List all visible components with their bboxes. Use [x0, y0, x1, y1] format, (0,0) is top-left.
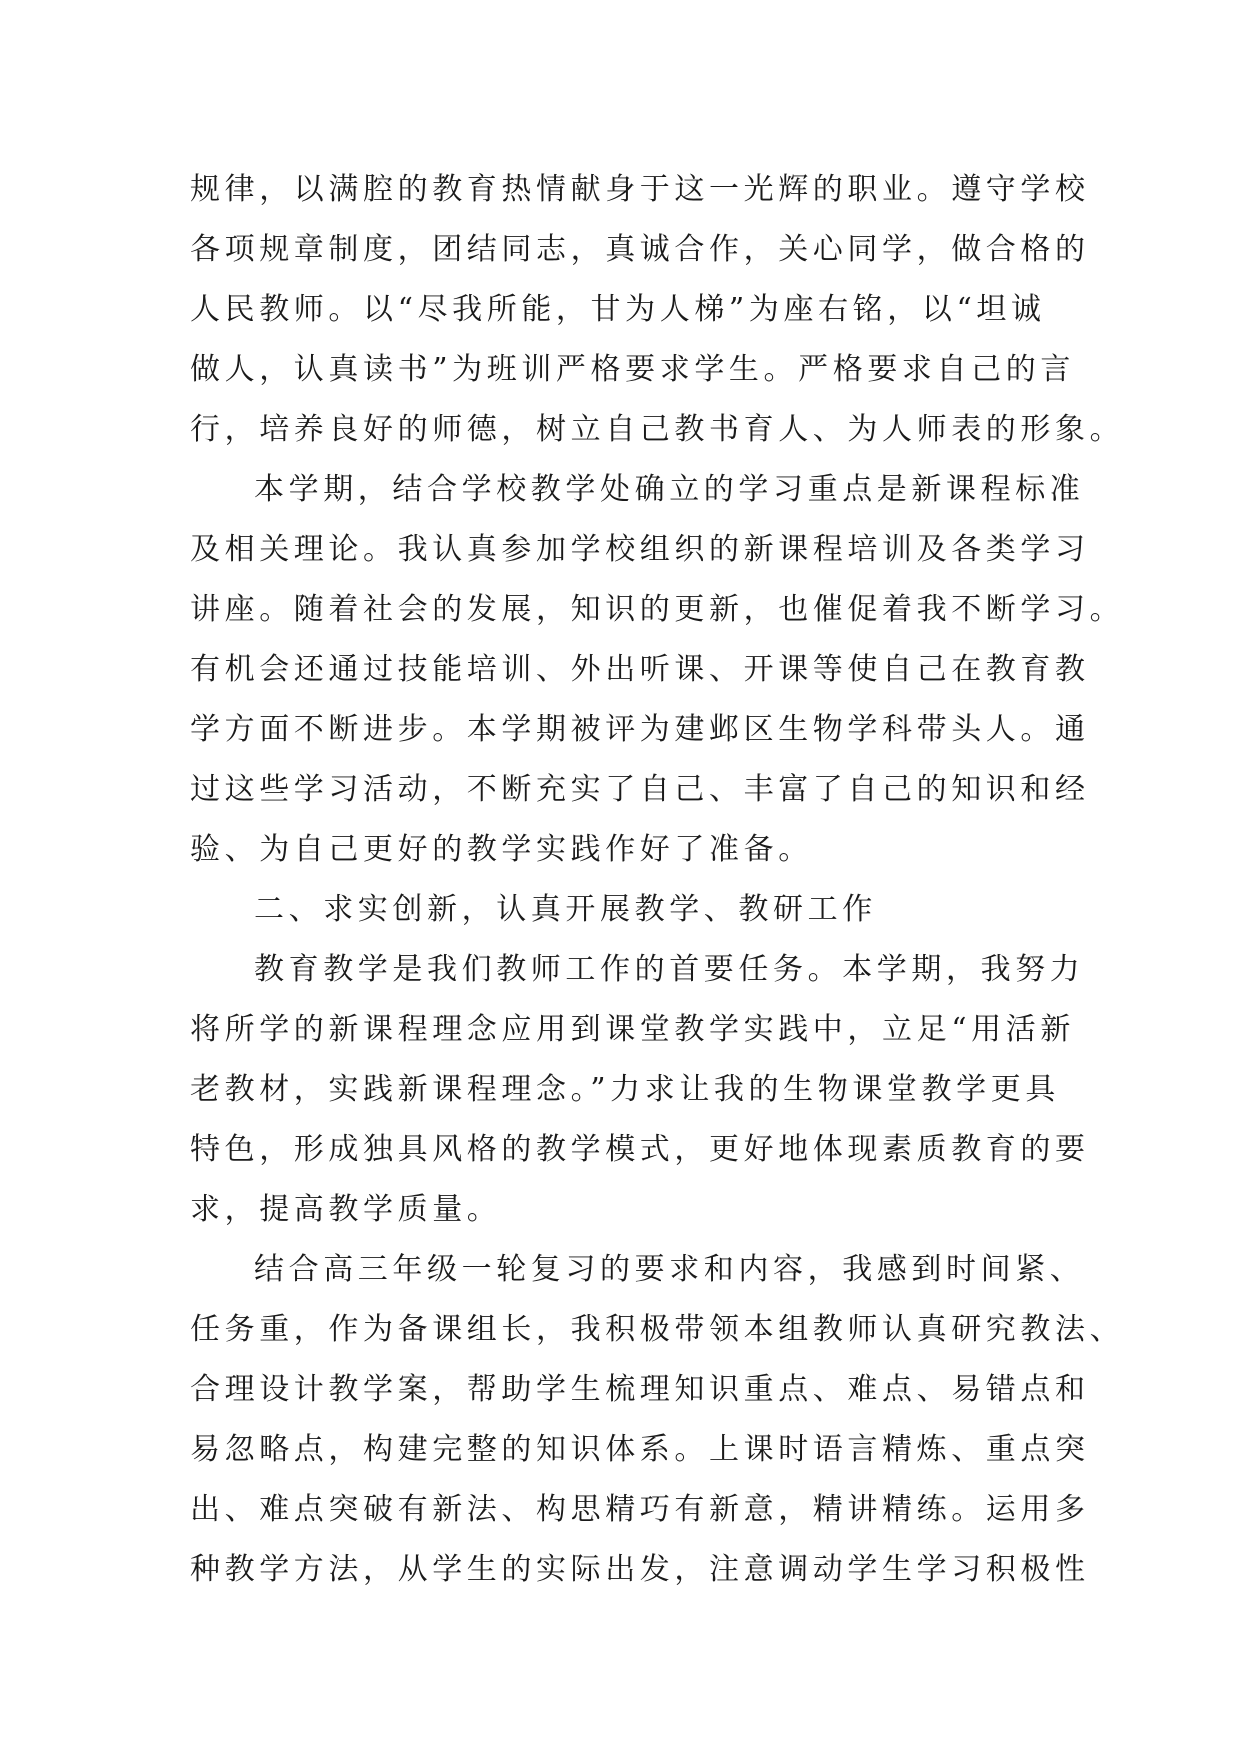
paragraph-first-line: 教育教学是我们教师工作的首要任务。本学期，我努力 — [254, 952, 1085, 987]
text-line: 出、难点突破有新法、构思精巧有新意，精讲精练。运用多 — [190, 1492, 1090, 1527]
text-line: 合理设计教学案，帮助学生梳理知识重点、难点、易错点和 — [190, 1372, 1090, 1407]
text-line: 验、为自己更好的教学实践作好了准备。 — [190, 832, 813, 867]
text-line: 及相关理论。我认真参加学校组织的新课程培训及各类学习 — [190, 532, 1090, 567]
text-line: 过这些学习活动，不断充实了自己、丰富了自己的知识和经 — [190, 772, 1090, 807]
text-line: 易忽略点，构建完整的知识体系。上课时语言精炼、重点突 — [190, 1432, 1090, 1467]
text-line: 老教材，实践新课程理念。”力求让我的生物课堂教学更具 — [190, 1072, 1060, 1107]
document-body — [190, 160, 1125, 1600]
section-heading: 二、求实创新，认真开展教学、教研工作 — [254, 892, 877, 927]
text-line: 将所学的新课程理念应用到课堂教学实践中，立足“用活新 — [190, 1012, 1075, 1047]
text-line: 求，提高教学质量。 — [190, 1192, 502, 1227]
text-line: 人民教师。以“尽我所能，甘为人梯”为座右铭，以“坦诚 — [190, 292, 1046, 327]
text-line: 任务重，作为备课组长，我积极带领本组教师认真研究教法、 — [190, 1312, 1125, 1347]
text-line: 学方面不断进步。本学期被评为建邺区生物学科带头人。通 — [190, 712, 1090, 747]
text-line: 行，培养良好的师德，树立自己教书育人、为人师表的形象。 — [190, 412, 1125, 447]
text-line: 规律，以满腔的教育热情献身于这一光辉的职业。遵守学校 — [190, 172, 1090, 207]
paragraph-first-line: 本学期，结合学校教学处确立的学习重点是新课程标准 — [254, 472, 1085, 507]
text-line: 做人，认真读书”为班训严格要求学生。严格要求自己的言 — [190, 352, 1075, 387]
text-line: 有机会还通过技能培训、外出听课、开课等使自己在教育教 — [190, 652, 1090, 687]
text-line: 种教学方法，从学生的实际出发，注意调动学生学习积极性 — [190, 1552, 1090, 1587]
text-line: 特色，形成独具风格的教学模式，更好地体现素质教育的要 — [190, 1132, 1090, 1167]
paragraph-first-line: 结合高三年级一轮复习的要求和内容，我感到时间紧、 — [254, 1252, 1085, 1287]
text-line: 讲座。随着社会的发展，知识的更新，也催促着我不断学习。 — [190, 592, 1125, 627]
text-line: 各项规章制度，团结同志，真诚合作，关心同学，做合格的 — [190, 232, 1090, 267]
